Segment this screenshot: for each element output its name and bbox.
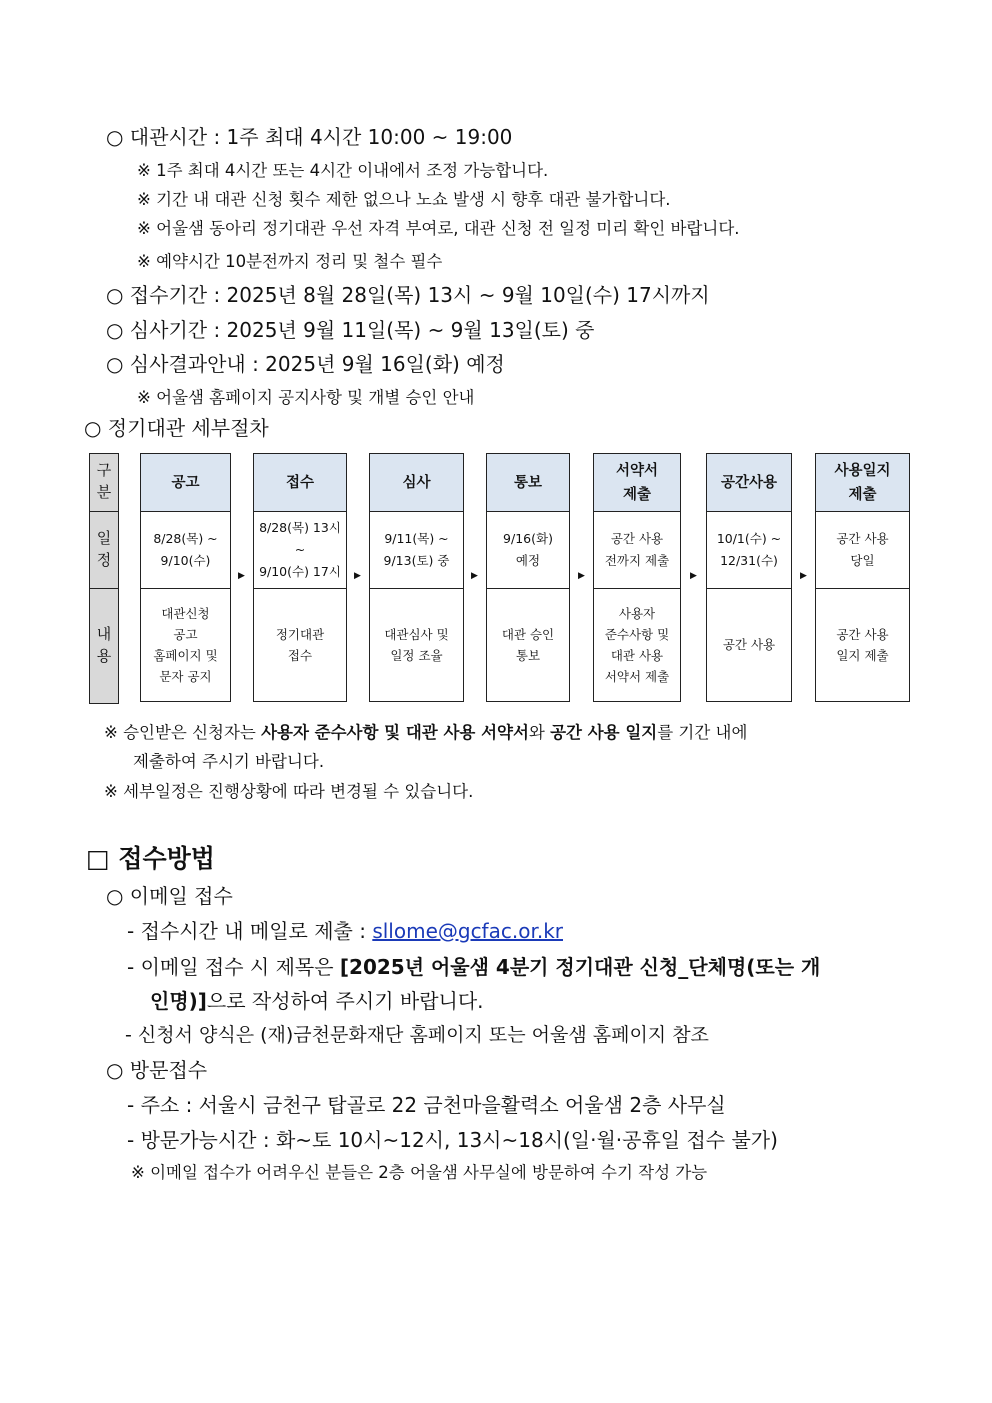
step-name: 공고 [141, 454, 230, 512]
procedure-step [593, 453, 681, 702]
step-date: 8/28(목) 13시 ~ 9/10(수) 17시 [254, 511, 346, 589]
procedure-step [815, 453, 910, 702]
step-date: 9/16(화) 예정 [487, 511, 569, 589]
step-date: 공간 사용 당일 [816, 511, 909, 589]
procedure-step [253, 453, 347, 702]
change-note: ※ 세부일정은 진행상황에 따라 변경될 수 있습니다. [104, 782, 474, 801]
step-content: 대관 승인 통보 [501, 626, 555, 663]
visit-note: ※ 이메일 접수가 어려우신 분들은 2층 어울샘 사무실에 방문하여 수기 작성 가능 [131, 1163, 708, 1182]
note-cleanup: ※ 예약시간 10분전까지 정리 및 철수 필수 [137, 252, 443, 271]
step-arrow-icon: ▶ [800, 571, 807, 581]
step-arrow-icon: ▶ [578, 571, 585, 581]
visit-hours-line: - 방문가능시간 : 화~토 10시~12시, 13시~18시(일·월·공휴일 접수 불가) [127, 1128, 778, 1152]
row-head-content: 내 용 [96, 625, 112, 665]
step-content: 대관신청 공고 홈페이지 및 문자 공지 [153, 605, 218, 684]
note-no-show: ※ 기간 내 대관 신청 횟수 제한 없으나 노쇼 발생 시 향후 대관 불가합니다. [137, 190, 671, 209]
email-line: - 접수시간 내 메일로 제출 : sllome@gcfac.or.kr [127, 919, 563, 943]
approval-note-line2: 제출하여 주시기 바랍니다. [133, 752, 325, 771]
email-title: ○ 이메일 접수 [106, 884, 233, 908]
step-content: 대관심사 및 일정 조율 [384, 626, 449, 663]
step-name: 서약서 제출 [594, 454, 680, 512]
method-heading: □ 접수방법 [86, 844, 215, 873]
subject-line: - 이메일 접수 시 제목은 [2025년 어울샘 4분기 정기대관 신청_단체명(또는 개 [127, 955, 821, 979]
visit-title: ○ 방문접수 [106, 1058, 208, 1082]
procedure-step [140, 453, 231, 702]
row-head-date: 일 정 [96, 529, 112, 569]
result-notice: ○ 심사결과안내 : 2025년 9월 16일(화) 예정 [106, 352, 505, 376]
step-name: 접수 [254, 454, 346, 512]
procedure-step [706, 453, 792, 702]
step-arrow-icon: ▶ [238, 571, 245, 581]
step-name: 심사 [370, 454, 463, 512]
address-line: - 주소 : 서울시 금천구 탑골로 22 금천마을활력소 어울샘 2층 사무실 [127, 1093, 726, 1117]
review-period: ○ 심사기간 : 2025년 9월 11일(목) ~ 9월 13일(토) 중 [106, 318, 595, 342]
reception-period: ○ 접수기간 : 2025년 8월 28일(목) 13시 ~ 9월 10일(수) 17시까지 [106, 283, 710, 307]
note-weekly-limit: ※ 1주 최대 4시간 또는 4시간 이내에서 조정 가능합니다. [137, 161, 549, 180]
step-date: 10/1(수) ~ 12/31(수) [707, 511, 791, 589]
procedure-title: ○ 정기대관 세부절차 [84, 416, 269, 440]
procedure-step [486, 453, 570, 702]
note-club-priority: ※ 어울샘 동아리 정기대관 우선 자격 부여로, 대관 신청 전 일정 미리 확인 바랍니다. [137, 219, 740, 238]
step-arrow-icon: ▶ [354, 571, 361, 581]
step-content: 공간 사용 일지 제출 [836, 626, 889, 663]
email-link[interactable]: sllome@gcfac.or.kr [372, 919, 563, 943]
table-row-headers [89, 453, 119, 704]
step-arrow-icon: ▶ [690, 571, 697, 581]
row-head-category: 구 분 [96, 461, 112, 501]
step-name: 통보 [487, 454, 569, 512]
step-date: 공간 사용 전까지 제출 [594, 511, 680, 589]
result-note: ※ 어울샘 홈페이지 공지사항 및 개별 승인 안내 [137, 388, 475, 407]
approval-note: ※ 승인받은 신청자는 사용자 준수사항 및 대관 사용 서약서와 공간 사용 일지를 기간 내에 [104, 723, 748, 742]
rental-hours: ○ 대관시간 : 1주 최대 4시간 10:00 ~ 19:00 [106, 125, 513, 149]
step-date: 8/28(목) ~ 9/10(수) [141, 511, 230, 589]
step-content: 공간 사용 [722, 637, 776, 652]
form-line: - 신청서 양식은 (재)금천문화재단 홈페이지 또는 어울샘 홈페이지 참조 [125, 1024, 709, 1046]
procedure-step [369, 453, 464, 702]
step-date: 9/11(목) ~ 9/13(토) 중 [370, 511, 463, 589]
step-name: 사용일지 제출 [816, 454, 909, 512]
subject-line-2: 인명)]으로 작성하여 주시기 바랍니다. [150, 989, 484, 1013]
step-arrow-icon: ▶ [471, 571, 478, 581]
step-name: 공간사용 [707, 454, 791, 512]
step-content: 사용자 준수사항 및 대관 사용 서약서 제출 [604, 605, 670, 684]
step-content: 정기대관 접수 [275, 626, 325, 663]
